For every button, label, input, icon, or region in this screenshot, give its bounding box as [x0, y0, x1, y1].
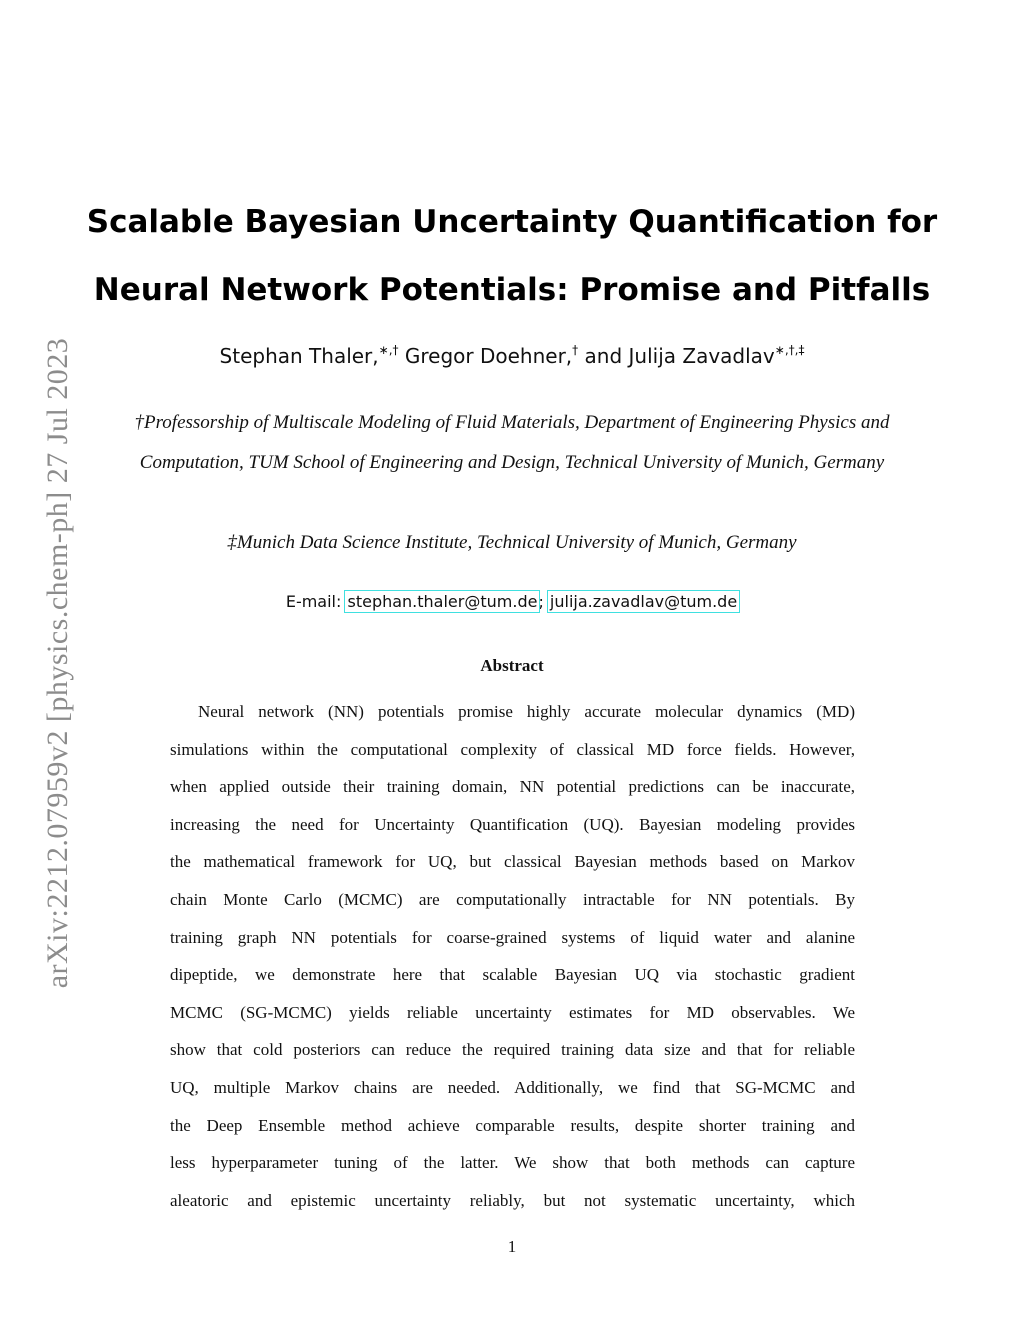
- abstract-body: [170, 693, 855, 1219]
- page-number: 1: [507, 1237, 517, 1256]
- abstract-line: when applied outside their training domain, NN potential predictions can be inaccurate,: [170, 777, 855, 797]
- abstract-line: MCMC (SG-MCMC) yields reliable uncertainty estimates for MD observables. We: [170, 1002, 855, 1022]
- abstract-line: Neural network (NN) potentials promise highly accurate molecular dynamics (MD): [198, 702, 855, 721]
- email-separator: ;: [538, 592, 544, 611]
- author-name: Julija Zavadlav: [628, 344, 775, 368]
- email-line: [0, 592, 1024, 611]
- abstract-line: increasing the need for Uncertainty Quantification (UQ). Bayesian modeling provides: [170, 814, 855, 834]
- author-marks: ∗,†: [378, 343, 399, 357]
- title-line-1: Scalable Bayesian Uncertainty Quantification for: [86, 204, 938, 240]
- paper-title: [0, 188, 1024, 324]
- affiliation-1: †Professorship of Multiscale Modeling of Fluid Materials, Department of Engineering Physics and Computation, TUM School of Engineering and Design, Technical University of Munich, Germany: [134, 412, 890, 473]
- abstract-line: chain Monte Carlo (MCMC) are computationally intractable for NN potentials. By: [170, 889, 855, 909]
- author-marks: †: [572, 343, 579, 357]
- author-name: Gregor Doehner,: [404, 344, 573, 368]
- abstract-heading: Abstract: [480, 656, 544, 675]
- title-line-2: Neural Network Potentials: Promise and Pitfalls: [93, 272, 931, 308]
- abstract-line: training graph NN potentials for coarse-grained systems of liquid water and alanine: [170, 927, 855, 947]
- abstract-line: dipeptide, we demonstrate here that scalable Bayesian UQ via stochastic gradient: [170, 965, 855, 985]
- author-marks: ∗,†,‡: [774, 343, 805, 357]
- abstract-line: the Deep Ensemble method achieve comparable results, despite shorter training and: [170, 1115, 855, 1135]
- affiliation-2: ‡Munich Data Science Institute, Technical University of Munich, Germany: [227, 532, 797, 553]
- email-label: E-mail:: [285, 592, 342, 611]
- abstract-line: UQ, multiple Markov chains are needed. Additionally, we find that SG-MCMC and: [170, 1077, 855, 1097]
- email-link-stephan[interactable]: stephan.thaler@tum.de: [347, 592, 538, 611]
- abstract-line: the mathematical framework for UQ, but classical Bayesian methods based on Markov: [170, 852, 855, 872]
- author-connector: and: [584, 344, 623, 368]
- author-name: Stephan Thaler,: [219, 344, 379, 368]
- abstract-line: less hyperparameter tuning of the latter. We show that both methods can capture: [170, 1153, 855, 1173]
- arxiv-stamp: arXiv:2212.07959v2 [physics.chem-ph] 27 Jul 2023: [41, 337, 74, 989]
- abstract-line: show that cold posteriors can reduce the required training data size and that for reliable: [170, 1040, 855, 1060]
- abstract-line: simulations within the computational complexity of classical MD force fields. However,: [170, 739, 855, 759]
- author-list: [0, 344, 1024, 368]
- email-link-julija[interactable]: julija.zavadlav@tum.de: [549, 592, 738, 611]
- abstract-line: aleatoric and epistemic uncertainty reliably, but not systematic uncertainty, which: [170, 1190, 855, 1210]
